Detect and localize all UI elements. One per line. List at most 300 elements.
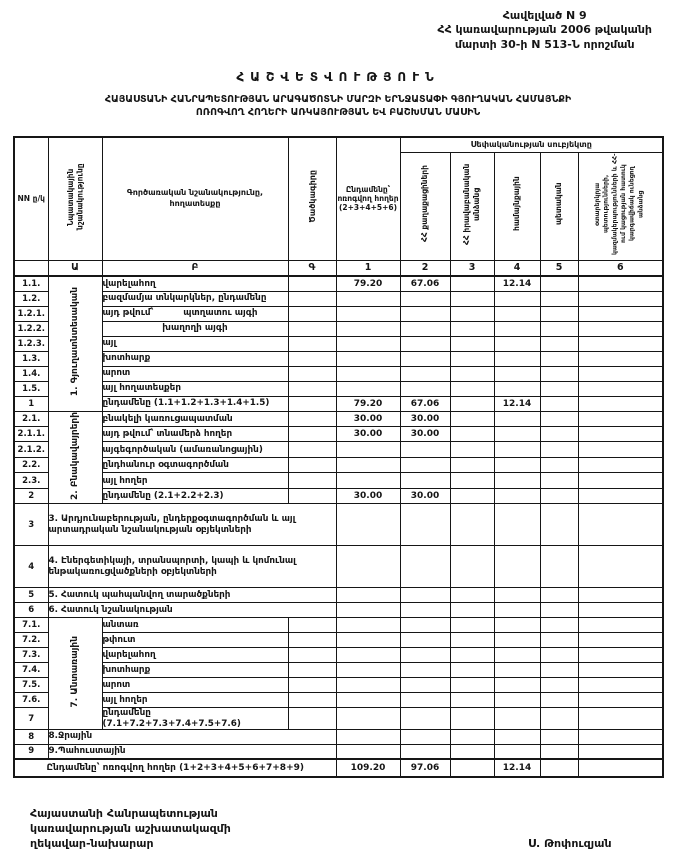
row-number-cell: 2.1.1. bbox=[14, 426, 48, 441]
table-body bbox=[14, 276, 663, 777]
value-cell bbox=[578, 744, 663, 759]
table-row bbox=[14, 291, 663, 306]
value-cell bbox=[336, 306, 400, 321]
row-number-cell: 8 bbox=[14, 729, 48, 744]
value-cell bbox=[450, 473, 494, 488]
code-cell bbox=[288, 693, 336, 708]
land-use-cell: ընդամենը (7.1+7.2+7.3+7.4+7.5+7.6) bbox=[102, 708, 288, 729]
value-cell bbox=[450, 744, 494, 759]
value-cell bbox=[494, 336, 540, 351]
value-cell bbox=[494, 426, 540, 441]
value-cell: 12.14 bbox=[494, 396, 540, 411]
table-row bbox=[14, 457, 663, 472]
appendix-line: մարտի 30-ի N 513-Ն որոշման bbox=[454, 37, 635, 51]
section-label-cell: 5. Հատուկ պահպանվող տարածքների bbox=[48, 588, 336, 603]
land-use-cell bbox=[102, 306, 288, 321]
value-cell bbox=[540, 426, 578, 441]
land-use-cell: բազմամյա տնկարկներ, ընդամենը bbox=[102, 291, 288, 306]
land-use-cell bbox=[102, 321, 288, 336]
table-row bbox=[14, 321, 663, 336]
value-cell bbox=[400, 648, 450, 663]
letter-cell: 6 bbox=[578, 260, 663, 276]
value-cell bbox=[578, 546, 663, 588]
section-label-cell: 6. Հատուկ նշանակության bbox=[48, 603, 336, 618]
table-row bbox=[14, 504, 663, 546]
value-cell bbox=[540, 321, 578, 336]
header-row-top bbox=[14, 137, 663, 152]
land-use-cell: այլ հողեր bbox=[102, 693, 288, 708]
value-cell bbox=[540, 663, 578, 678]
value-cell bbox=[494, 693, 540, 708]
value-cell bbox=[494, 744, 540, 759]
value-cell bbox=[450, 276, 494, 291]
value-cell bbox=[540, 381, 578, 396]
value-cell bbox=[540, 633, 578, 648]
section-label-cell: 3. Արդյունաբերության, ընդերքօգտագործման և այլ արտադրական նշանակության օբյեկտների bbox=[48, 504, 336, 546]
value-cell bbox=[450, 351, 494, 366]
table-row bbox=[14, 678, 663, 693]
value-cell bbox=[400, 618, 450, 633]
value-cell bbox=[494, 411, 540, 426]
value-cell bbox=[494, 381, 540, 396]
value-cell bbox=[336, 473, 400, 488]
value-cell bbox=[540, 457, 578, 472]
value-cell bbox=[450, 321, 494, 336]
code-cell bbox=[288, 708, 336, 729]
value-cell bbox=[494, 504, 540, 546]
land-use-cell: թփուտ bbox=[102, 633, 288, 648]
value-cell bbox=[336, 321, 400, 336]
code-cell bbox=[288, 336, 336, 351]
table-row bbox=[14, 633, 663, 648]
value-cell bbox=[450, 442, 494, 457]
value-cell bbox=[494, 648, 540, 663]
value-cell bbox=[578, 336, 663, 351]
value-cell bbox=[494, 588, 540, 603]
code-cell bbox=[288, 366, 336, 381]
footer-org-line: ղեկավար-նախարար bbox=[30, 836, 154, 850]
land-use-label: այդ թվում՝ bbox=[102, 308, 154, 319]
value-cell bbox=[540, 473, 578, 488]
value-cell bbox=[494, 306, 540, 321]
land-use-cell: անտառ bbox=[102, 618, 288, 633]
code-cell bbox=[288, 276, 336, 291]
value-cell bbox=[578, 442, 663, 457]
owner-label: ՀՀ իրավաբանական անձանց bbox=[462, 163, 481, 245]
land-use-cell: այլ հողատեսքեր bbox=[102, 381, 288, 396]
value-cell bbox=[400, 663, 450, 678]
value-cell: 67.06 bbox=[400, 276, 450, 291]
land-use-cell: այլ bbox=[102, 336, 288, 351]
value-cell bbox=[400, 546, 450, 588]
row-number-cell: 7.2. bbox=[14, 633, 48, 648]
value-cell bbox=[336, 729, 400, 744]
value-cell bbox=[450, 708, 494, 729]
col-header-functional: Գործառական նշանակությունը, հողատեսքը bbox=[102, 137, 288, 260]
code-cell bbox=[288, 678, 336, 693]
value-cell bbox=[450, 381, 494, 396]
value-cell: 79.20 bbox=[336, 396, 400, 411]
table-row bbox=[14, 693, 663, 708]
value-cell bbox=[578, 411, 663, 426]
value-cell bbox=[450, 729, 494, 744]
value-cell bbox=[450, 291, 494, 306]
value-cell bbox=[540, 678, 578, 693]
value-cell bbox=[578, 291, 663, 306]
section-label-cell: 4. Էներգետիկայի, տրանսպորտի, կապի և կոմունալ ենթակառուցվածքների օբյեկտների bbox=[48, 546, 336, 588]
table-row bbox=[14, 306, 663, 321]
owner-label: պետական bbox=[554, 182, 564, 226]
page-subtitle bbox=[0, 94, 676, 120]
value-cell bbox=[578, 321, 663, 336]
value-cell bbox=[578, 351, 663, 366]
row-number-cell: 1 bbox=[14, 396, 48, 411]
value-cell bbox=[540, 588, 578, 603]
land-use-cell: վարելահող bbox=[102, 276, 288, 291]
value-cell bbox=[336, 663, 400, 678]
value-cell bbox=[450, 366, 494, 381]
group-label-cell bbox=[48, 276, 102, 411]
value-cell bbox=[540, 648, 578, 663]
value-cell bbox=[400, 729, 450, 744]
section-label-cell: 8.Ջրային bbox=[48, 729, 336, 744]
table-row bbox=[14, 618, 663, 633]
value-cell bbox=[540, 336, 578, 351]
value-cell bbox=[578, 729, 663, 744]
value-cell bbox=[450, 693, 494, 708]
land-use-cell: խոտհարք bbox=[102, 351, 288, 366]
land-use-cell: վարելահող bbox=[102, 648, 288, 663]
value-cell bbox=[578, 633, 663, 648]
value-cell bbox=[578, 759, 663, 777]
value-cell: 30.00 bbox=[400, 426, 450, 441]
value-cell bbox=[336, 442, 400, 457]
value-cell: 30.00 bbox=[336, 411, 400, 426]
value-cell bbox=[450, 648, 494, 663]
value-cell bbox=[494, 457, 540, 472]
letter-cell: Ա bbox=[48, 260, 102, 276]
value-cell bbox=[336, 588, 400, 603]
signature: Ս. Թոփուզյան bbox=[528, 837, 612, 850]
value-cell bbox=[450, 457, 494, 472]
value-cell bbox=[540, 546, 578, 588]
row-number-cell: 5 bbox=[14, 588, 48, 603]
code-cell bbox=[288, 618, 336, 633]
owner-label: համայնքային bbox=[512, 176, 522, 232]
value-cell bbox=[578, 618, 663, 633]
footer-org-line: Հայաստանի Հանրապետության bbox=[30, 807, 218, 820]
letter-cell: 1 bbox=[336, 260, 400, 276]
table-row bbox=[14, 546, 663, 588]
page-title: ՀԱՇՎԵՏՎՈՒԹՅՈՒՆ bbox=[236, 70, 440, 84]
value-cell bbox=[494, 729, 540, 744]
code-cell bbox=[288, 457, 336, 472]
value-cell bbox=[400, 473, 450, 488]
value-cell bbox=[494, 708, 540, 729]
letter-cell bbox=[14, 260, 48, 276]
value-cell bbox=[400, 708, 450, 729]
code-cell bbox=[288, 351, 336, 366]
land-use-cell: արոտ bbox=[102, 678, 288, 693]
value-cell: 30.00 bbox=[336, 426, 400, 441]
row-number-cell: 9 bbox=[14, 744, 48, 759]
value-cell bbox=[400, 336, 450, 351]
value-cell bbox=[336, 603, 400, 618]
col-header-owner-legal-entities bbox=[450, 152, 494, 260]
value-cell bbox=[578, 426, 663, 441]
value-cell bbox=[400, 291, 450, 306]
value-cell bbox=[336, 744, 400, 759]
value-cell bbox=[578, 504, 663, 546]
col-header-total: Ընդամենը՝ ոռոգվող հողեր (2+3+4+5+6) bbox=[336, 137, 400, 260]
value-cell bbox=[336, 381, 400, 396]
value-cell bbox=[540, 504, 578, 546]
value-cell bbox=[578, 678, 663, 693]
value-cell bbox=[540, 729, 578, 744]
group-label: 1. Գյուղատնտեսական bbox=[70, 287, 80, 397]
value-cell bbox=[400, 306, 450, 321]
col-header-code-label: Ծածկագիրը bbox=[307, 170, 317, 224]
value-cell bbox=[578, 276, 663, 291]
table-row bbox=[14, 588, 663, 603]
value-cell bbox=[400, 693, 450, 708]
row-number-cell: 6 bbox=[14, 603, 48, 618]
col-header-purpose-label: Նպատակային նշանակությունը bbox=[65, 163, 84, 231]
value-cell bbox=[400, 321, 450, 336]
value-cell bbox=[450, 488, 494, 504]
table-row bbox=[14, 729, 663, 744]
row-number-cell: 7.5. bbox=[14, 678, 48, 693]
col-header-owner-foreign bbox=[578, 152, 663, 260]
col-header-ownership-group: Սեփականության սուբյեկտը bbox=[400, 137, 663, 152]
value-cell bbox=[450, 306, 494, 321]
row-number-cell: 1.1. bbox=[14, 276, 48, 291]
footer-org bbox=[30, 807, 231, 852]
value-cell bbox=[494, 473, 540, 488]
value-cell bbox=[578, 306, 663, 321]
owner-label: օտարերկրյա պետությունների, կազմակերպությունների և ՀՀ-ում կացության հատուկ կարգավիճակ ունեցող անձանց bbox=[594, 153, 645, 255]
col-header-code bbox=[288, 137, 336, 260]
code-cell bbox=[288, 381, 336, 396]
value-cell bbox=[336, 366, 400, 381]
land-use-sublabel: պտղատու այգի bbox=[183, 308, 258, 319]
value-cell: 30.00 bbox=[336, 488, 400, 504]
code-cell bbox=[288, 648, 336, 663]
value-cell: 67.06 bbox=[400, 396, 450, 411]
value-cell bbox=[336, 618, 400, 633]
value-cell bbox=[336, 546, 400, 588]
land-use-cell: ընդամենը (2.1+2.2+2.3) bbox=[102, 488, 288, 504]
row-number-cell: 3 bbox=[14, 504, 48, 546]
table-row bbox=[14, 276, 663, 291]
value-cell: 30.00 bbox=[400, 411, 450, 426]
value-cell bbox=[578, 381, 663, 396]
row-number-cell: 2.1. bbox=[14, 411, 48, 426]
value-cell bbox=[540, 306, 578, 321]
value-cell bbox=[578, 588, 663, 603]
value-cell bbox=[494, 321, 540, 336]
col-header-purpose bbox=[48, 137, 102, 260]
value-cell bbox=[450, 336, 494, 351]
footer-org-line: կառավարության աշխատակազմի bbox=[30, 821, 231, 835]
value-cell bbox=[540, 693, 578, 708]
col-header-owner-citizens bbox=[400, 152, 450, 260]
value-cell bbox=[494, 488, 540, 504]
value-cell bbox=[450, 678, 494, 693]
code-cell bbox=[288, 473, 336, 488]
row-number-cell: 2.2. bbox=[14, 457, 48, 472]
value-cell bbox=[400, 588, 450, 603]
value-cell bbox=[450, 546, 494, 588]
table-row bbox=[14, 336, 663, 351]
value-cell bbox=[578, 457, 663, 472]
row-number-cell: 7 bbox=[14, 708, 48, 729]
value-cell bbox=[450, 426, 494, 441]
value-cell bbox=[336, 633, 400, 648]
table-row bbox=[14, 473, 663, 488]
letter-cell: 3 bbox=[450, 260, 494, 276]
appendix-line: Հավելված N 9 bbox=[502, 9, 587, 22]
subtitle-line: ՀԱՅԱՍՏԱՆԻ ՀԱՆՐԱՊԵՏՈՒԹՅԱՆ ԱՐԱԳԱԾՈՏՆԻ ՄԱՐԶԻ ԵՐՆՋԱՏԱՓԻ ԳՅՈՒՂԱԿԱՆ ՀԱՄԱՅՆՔԻ bbox=[104, 94, 572, 105]
table-header bbox=[14, 137, 663, 276]
value-cell bbox=[540, 442, 578, 457]
value-cell bbox=[540, 708, 578, 729]
value-cell bbox=[494, 663, 540, 678]
value-cell bbox=[400, 603, 450, 618]
value-cell: 97.06 bbox=[400, 759, 450, 777]
appendix-line: ՀՀ կառավարության 2006 թվականի bbox=[437, 23, 652, 37]
value-cell bbox=[494, 442, 540, 457]
table-row bbox=[14, 381, 663, 396]
owner-label: ՀՀ քաղաքացիների bbox=[420, 165, 430, 243]
row-number-cell: 1.3. bbox=[14, 351, 48, 366]
land-use-sublabel: խաղողի այգի bbox=[162, 323, 228, 334]
appendix-note bbox=[437, 9, 652, 52]
land-report-table bbox=[13, 136, 664, 778]
land-use-cell: խոտհարք bbox=[102, 663, 288, 678]
row-number-cell: 2 bbox=[14, 488, 48, 504]
value-cell bbox=[400, 351, 450, 366]
value-cell bbox=[494, 291, 540, 306]
value-cell bbox=[540, 759, 578, 777]
group-label-cell bbox=[48, 618, 102, 729]
group-label: 2. Բնակավայրերի bbox=[70, 411, 80, 500]
value-cell bbox=[494, 618, 540, 633]
value-cell bbox=[400, 442, 450, 457]
code-cell bbox=[288, 306, 336, 321]
value-cell bbox=[540, 488, 578, 504]
value-cell: 12.14 bbox=[494, 759, 540, 777]
table-row bbox=[14, 663, 663, 678]
value-cell: 30.00 bbox=[400, 488, 450, 504]
table-row bbox=[14, 396, 663, 411]
code-cell bbox=[288, 426, 336, 441]
code-cell bbox=[288, 411, 336, 426]
letter-cell: 2 bbox=[400, 260, 450, 276]
land-use-cell: բնակելի կառուցապատման bbox=[102, 411, 288, 426]
letter-cell: Բ bbox=[102, 260, 288, 276]
value-cell bbox=[450, 396, 494, 411]
value-cell bbox=[450, 759, 494, 777]
value-cell bbox=[450, 504, 494, 546]
land-use-cell: ընդամենը (1.1+1.2+1.3+1.4+1.5) bbox=[102, 396, 288, 411]
value-cell bbox=[400, 457, 450, 472]
code-cell bbox=[288, 633, 336, 648]
col-header-owner-community bbox=[494, 152, 540, 260]
value-cell bbox=[450, 618, 494, 633]
table-row bbox=[14, 442, 663, 457]
col-header-owner-state bbox=[540, 152, 578, 260]
value-cell bbox=[400, 744, 450, 759]
value-cell bbox=[578, 366, 663, 381]
value-cell bbox=[540, 396, 578, 411]
col-header-nn: NN ը/կ bbox=[14, 137, 48, 260]
value-cell bbox=[494, 603, 540, 618]
value-cell: 12.14 bbox=[494, 276, 540, 291]
letter-cell: 5 bbox=[540, 260, 578, 276]
value-cell bbox=[336, 336, 400, 351]
table-row bbox=[14, 366, 663, 381]
value-cell bbox=[336, 504, 400, 546]
value-cell bbox=[540, 291, 578, 306]
value-cell bbox=[400, 366, 450, 381]
value-cell bbox=[540, 603, 578, 618]
value-cell bbox=[450, 663, 494, 678]
section-label-cell: 9.Պահուստային bbox=[48, 744, 336, 759]
value-cell bbox=[494, 546, 540, 588]
row-number-cell: 2.3. bbox=[14, 473, 48, 488]
value-cell bbox=[336, 457, 400, 472]
code-cell bbox=[288, 321, 336, 336]
land-use-cell: այլ հողեր bbox=[102, 473, 288, 488]
row-number-cell: 1.2. bbox=[14, 291, 48, 306]
value-cell bbox=[540, 366, 578, 381]
value-cell bbox=[450, 633, 494, 648]
table-row bbox=[14, 648, 663, 663]
value-cell bbox=[336, 351, 400, 366]
row-number-cell: 1.5. bbox=[14, 381, 48, 396]
row-number-cell: 1.2.3. bbox=[14, 336, 48, 351]
subtitle-line: ՈՌՈԳՎՈՂ ՀՈՂԵՐԻ ԱՌԿԱՅՈՒԹՅԱՆ ԵՎ ԲԱՇԽՄԱՆ ՄԱՍԻՆ bbox=[195, 106, 481, 118]
value-cell bbox=[578, 708, 663, 729]
value-cell bbox=[400, 504, 450, 546]
value-cell bbox=[494, 633, 540, 648]
code-cell bbox=[288, 396, 336, 411]
code-cell bbox=[288, 488, 336, 504]
row-number-cell: 7.6. bbox=[14, 693, 48, 708]
land-use-cell: ընդհանուր օգտագործման bbox=[102, 457, 288, 472]
value-cell bbox=[578, 396, 663, 411]
row-number-cell: 7.4. bbox=[14, 663, 48, 678]
value-cell bbox=[336, 678, 400, 693]
value-cell bbox=[540, 276, 578, 291]
value-cell: 79.20 bbox=[336, 276, 400, 291]
row-number-cell: 7.1. bbox=[14, 618, 48, 633]
land-use-cell: այգեգործական (ամառանոցային) bbox=[102, 442, 288, 457]
grand-total-row bbox=[14, 759, 663, 777]
row-number-cell: 1.2.1. bbox=[14, 306, 48, 321]
value-cell bbox=[336, 693, 400, 708]
value-cell bbox=[336, 708, 400, 729]
total-label-cell: Ընդամենը՝ ոռոգվող հողեր (1+2+3+4+5+6+7+8+9) bbox=[14, 759, 336, 777]
value-cell bbox=[578, 648, 663, 663]
letter-cell: Գ bbox=[288, 260, 336, 276]
group-label-cell bbox=[48, 411, 102, 504]
table-row bbox=[14, 411, 663, 426]
table-row bbox=[14, 426, 663, 441]
value-cell bbox=[400, 678, 450, 693]
value-cell bbox=[578, 603, 663, 618]
